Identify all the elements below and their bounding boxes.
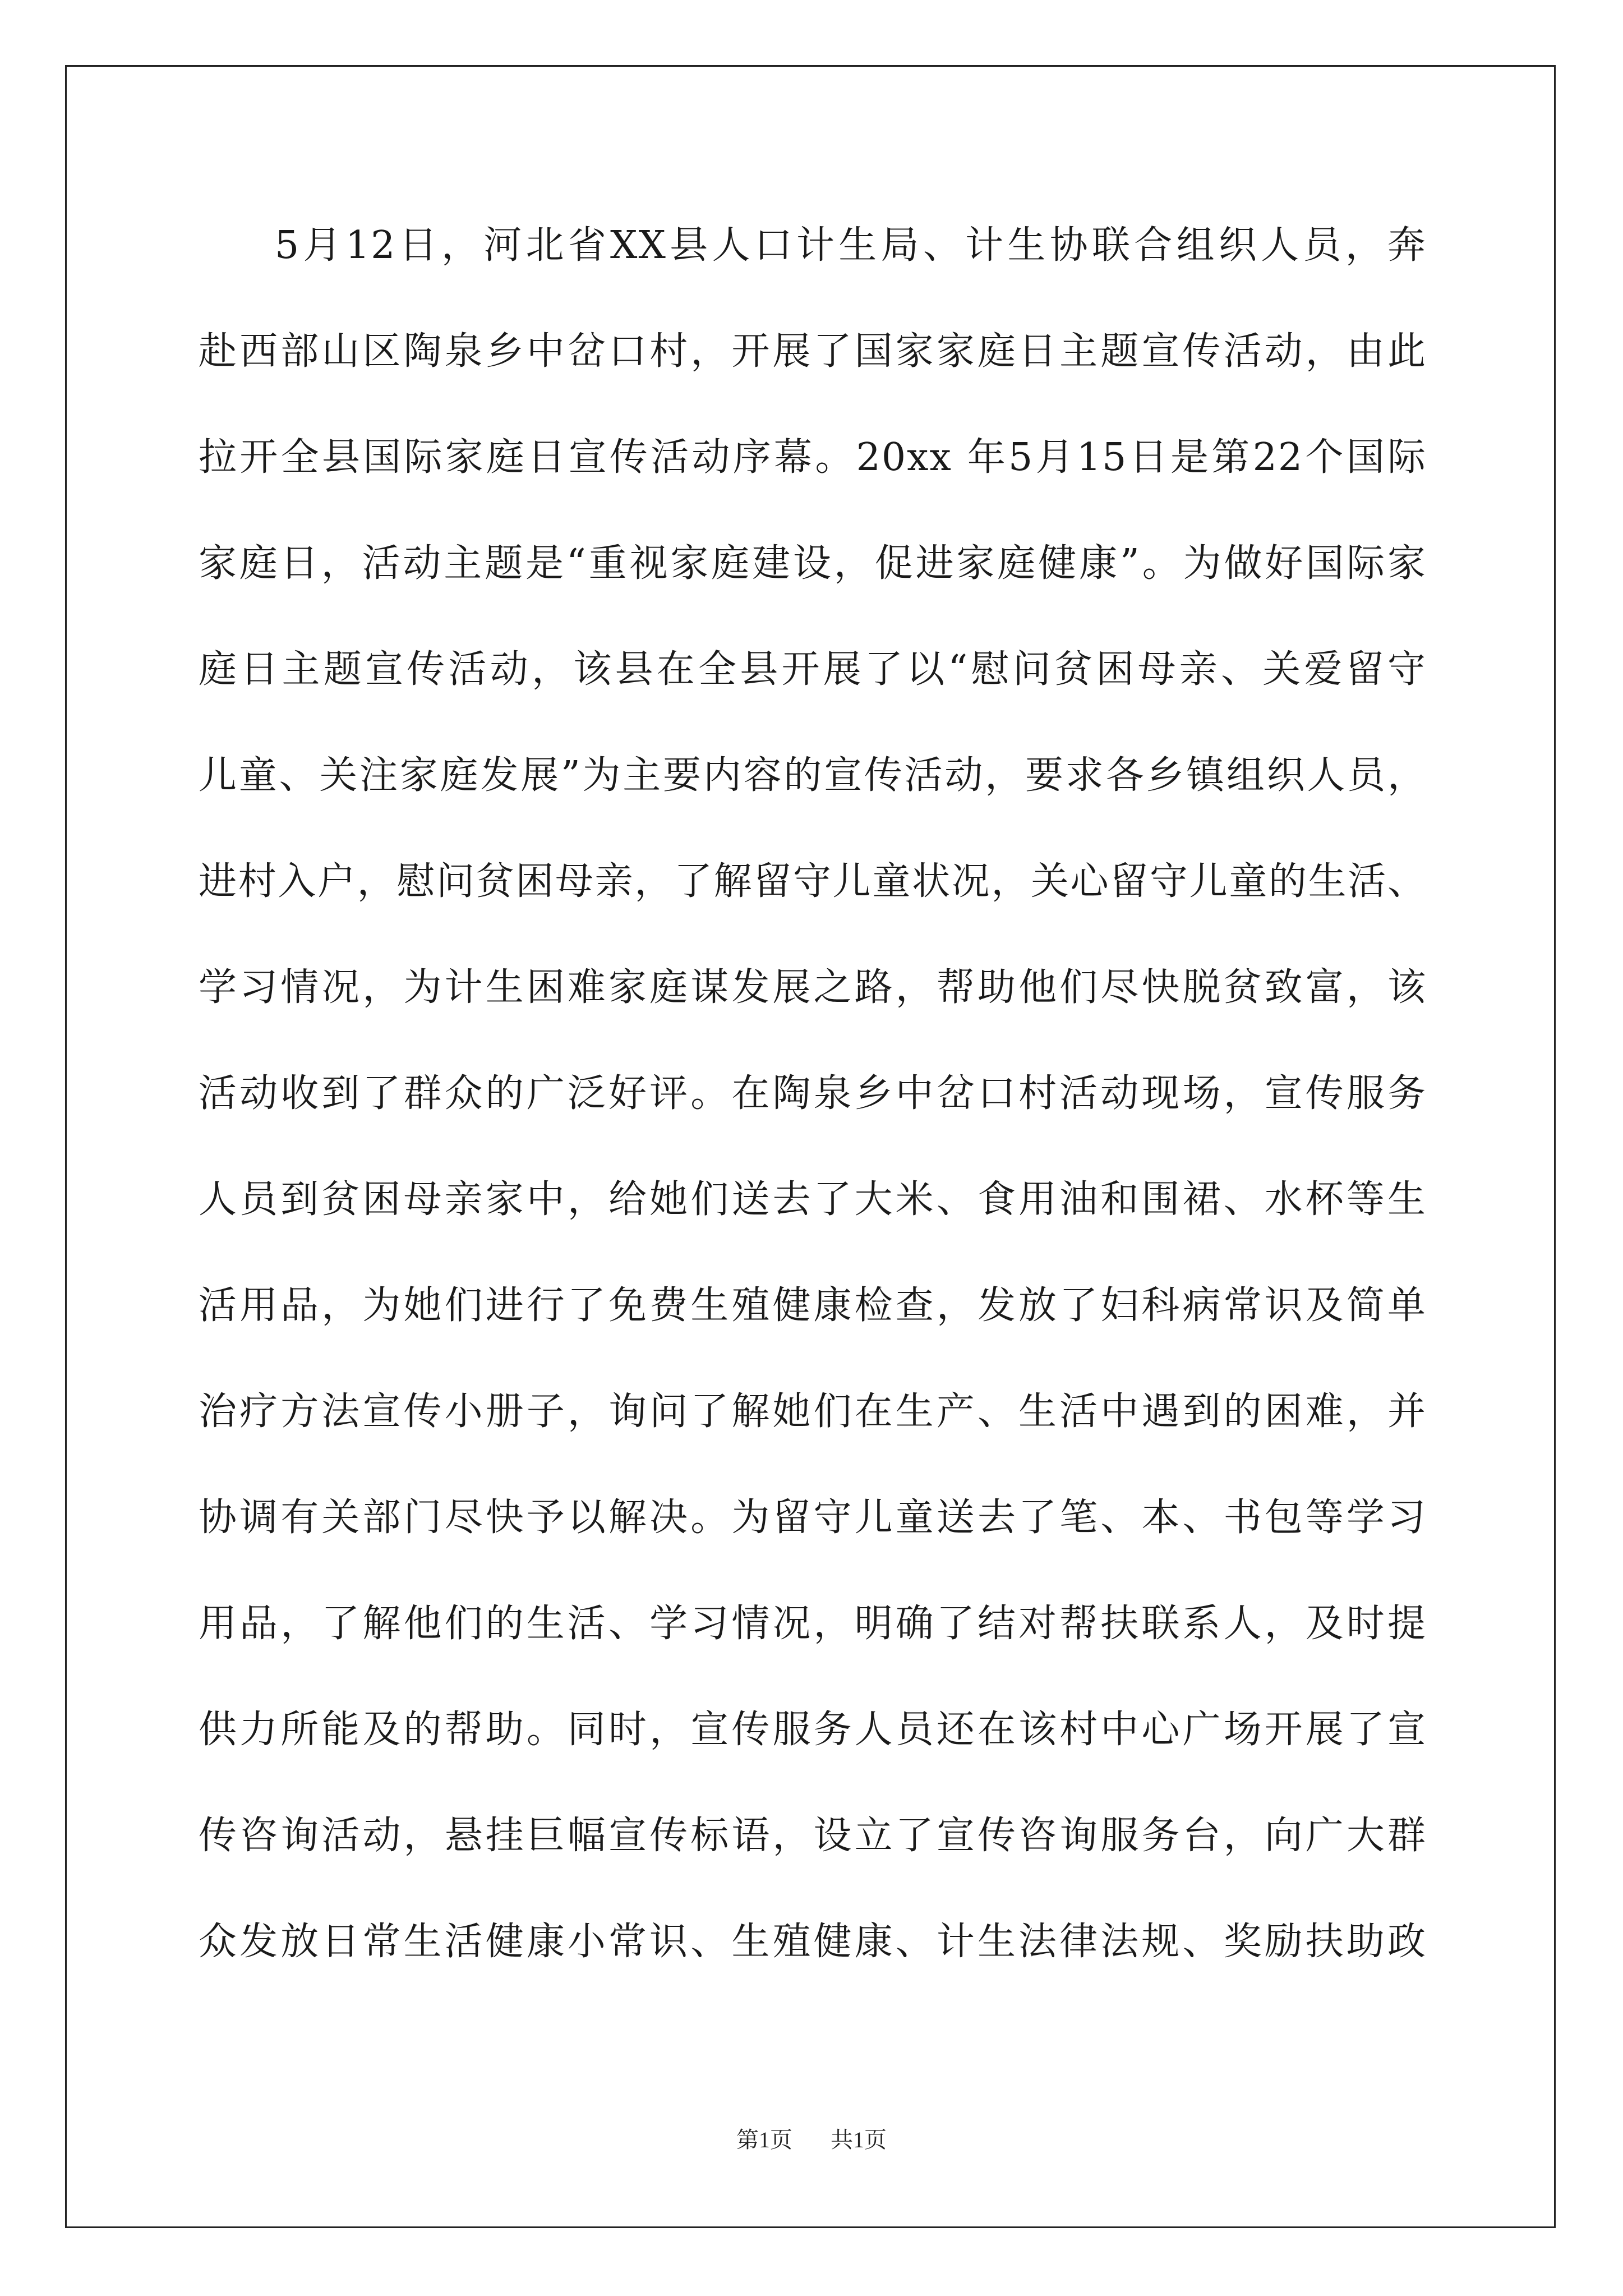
paragraph-line: 赴西部山区陶泉乡中岔口村，开展了国家家庭日主题宣传活动，由此	[199, 329, 1427, 374]
paragraph-line: 进村入户，慰问贫困母亲，了解留守儿童状况，关心留守儿童的生活、	[199, 859, 1427, 904]
paragraph-line: 拉开全县国际家庭日宣传活动序幕。20xx 年5月15日是第22个国际	[199, 435, 1427, 480]
paragraph-line: 众发放日常生活健康小常识、生殖健康、计生法律法规、奖励扶助政	[199, 1920, 1427, 1964]
paragraph-line: 5月12日，河北省XX县人口计生局、计生协联合组织人员，奔	[275, 223, 1427, 268]
paragraph-line: 供力所能及的帮助。同时，宣传服务人员还在该村中心广场开展了宣	[199, 1708, 1427, 1752]
paragraph-line: 活动收到了群众的广泛好评。在陶泉乡中岔口村活动现场，宣传服务	[199, 1071, 1427, 1116]
paragraph-line: 儿童、关注家庭发展”为主要内容的宣传活动，要求各乡镇组织人员，	[199, 753, 1427, 798]
page-number-current: 第1页	[736, 2127, 792, 2152]
page-number-total: 共1页	[831, 2127, 887, 2152]
paragraph-line: 家庭日，活动主题是“重视家庭建设，促进家庭健康”。为做好国际家	[199, 541, 1427, 586]
paragraph-line: 协调有关部门尽快予以解决。为留守儿童送去了笔、本、书包等学习	[199, 1496, 1427, 1540]
page-footer	[0, 2123, 1623, 2157]
paragraph-line: 活用品，为她们进行了免费生殖健康检查，发放了妇科病常识及简单	[199, 1283, 1427, 1328]
paragraph-line: 传咨询活动，悬挂巨幅宣传标语，设立了宣传咨询服务台，向广大群	[199, 1814, 1427, 1858]
paragraph-line: 人员到贫困母亲家中，给她们送去了大米、食用油和围裙、水杯等生	[199, 1177, 1427, 1222]
paragraph-line: 用品，了解他们的生活、学习情况，明确了结对帮扶联系人，及时提	[199, 1602, 1427, 1646]
paragraph-line: 治疗方法宣传小册子，询问了解她们在生产、生活中遇到的困难，并	[199, 1389, 1427, 1434]
paragraph-line: 庭日主题宣传活动，该县在全县开展了以“慰问贫困母亲、关爱留守	[199, 647, 1427, 692]
paragraph-line: 学习情况，为计生困难家庭谋发展之路，帮助他们尽快脱贫致富，该	[199, 965, 1427, 1010]
article-body	[199, 208, 1427, 2010]
